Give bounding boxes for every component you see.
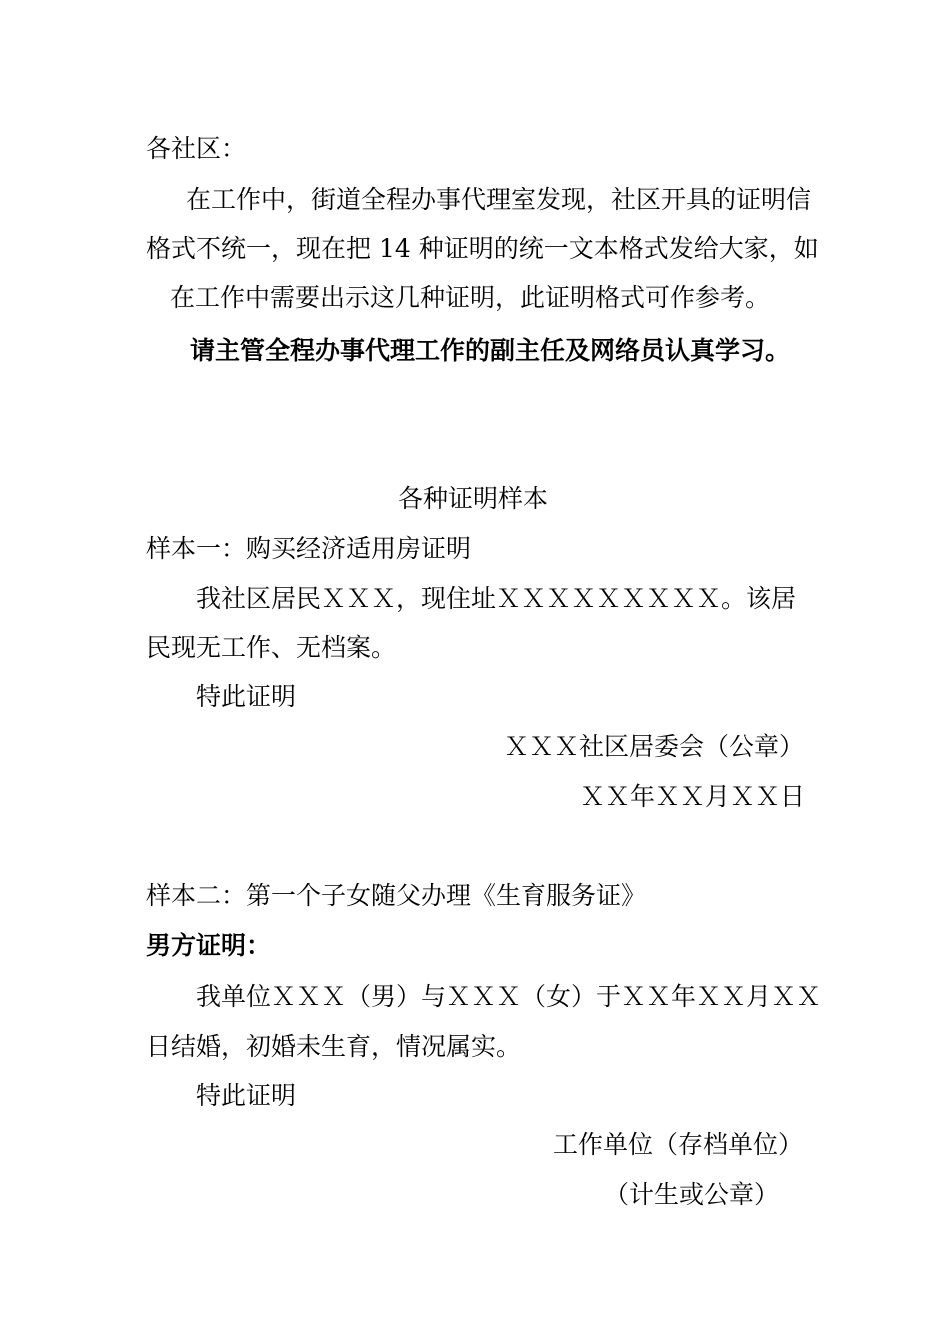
sample1-body-line: 我社区居民ＸＸＸ，现住址ＸＸＸＸＸＸＸＸＸ。该居 [196, 584, 797, 613]
notice-paragraph-line: 在工作中需要出示这几种证明，此证明格式可作参考。 [170, 283, 771, 312]
sample1-date: ＸＸ年ＸＸ月ＸＸ日 [580, 782, 806, 811]
notice-paragraph-line: 在工作中，街道全程办事代理室发现，社区开具的证明信 [186, 185, 812, 214]
sample2-body-line: 我单位ＸＸＸ（男）与ＸＸＸ（女）于ＸＸ年ＸＸ月ＸＸ [196, 982, 822, 1011]
sample2-title: 样本二：第一个子女随父办理《生育服务证》 [146, 881, 647, 910]
sample2-subtitle: 男方证明： [146, 931, 272, 960]
sample2-signature-line: （计生或公章） [604, 1180, 780, 1209]
sample2-body-line: 日结婚，初婚未生育，情况属实。 [146, 1032, 522, 1061]
notice-emphasis: 请主管全程办事代理工作的副主任及网络员认真学习。 [190, 336, 791, 365]
notice-paragraph-line: 格式不统一，现在把 14 种证明的统一文本格式发给大家，如 [146, 234, 819, 263]
sample2-signature-line: 工作单位（存档单位） [553, 1130, 804, 1159]
sample1-closing: 特此证明 [196, 682, 297, 711]
salutation: 各社区： [146, 134, 247, 163]
sample2-closing: 特此证明 [196, 1081, 297, 1110]
sample1-title: 样本一：购买经济适用房证明 [146, 534, 472, 563]
sample1-signature: ＸＸＸ社区居委会（公章） [504, 732, 805, 761]
sample1-body-line: 民现无工作、无档案。 [146, 633, 397, 662]
samples-heading: 各种证明样本 [398, 484, 549, 513]
